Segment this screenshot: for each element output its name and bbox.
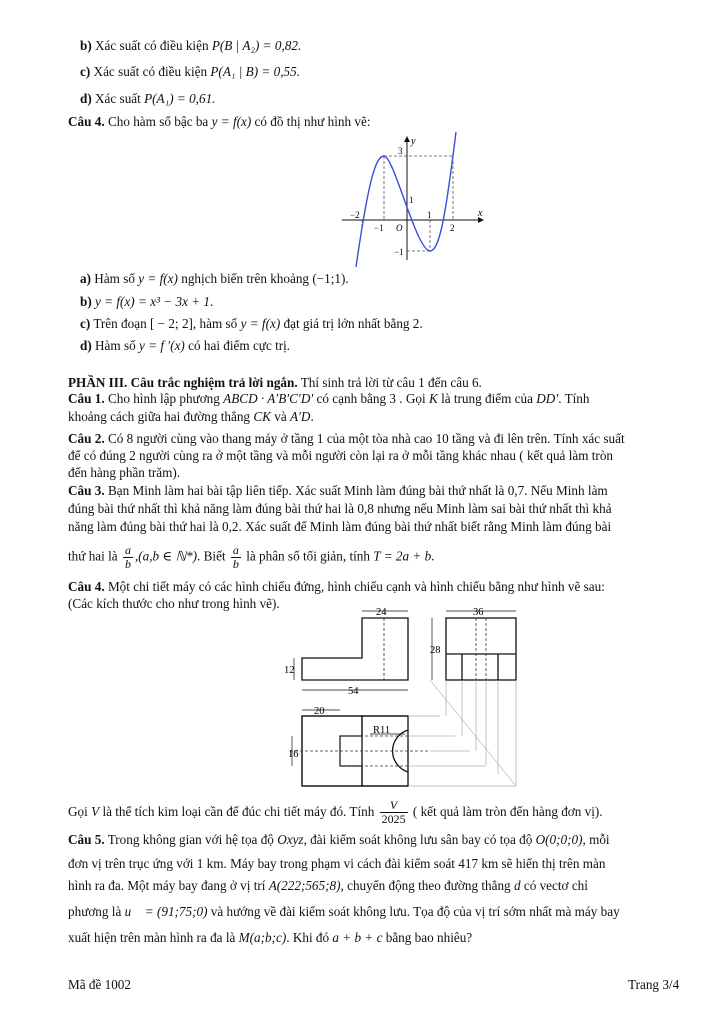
option-text: Hàm số (94, 271, 139, 286)
question-text: Có 8 người cùng vào thang máy ở tầng 1 của một tòa nhà cao 10 tầng và đi lên trên. Tính xác suất (104, 431, 625, 446)
fraction-numerator: a (124, 543, 131, 557)
option-text: Xác suất có điều kiện (93, 64, 211, 79)
dimension-label: 12 (284, 665, 295, 676)
dimension-label: 28 (430, 645, 441, 656)
p3-q5-line1 (68, 831, 610, 848)
fraction-numerator: a (232, 543, 239, 557)
question-text: khoảng cách giữa hai đường thẳng (68, 409, 254, 424)
question-text: km sẽ hiển thị trên màn (478, 856, 606, 871)
section-instruction: Thí sinh trả lời từ câu 1 đến câu 6. (297, 375, 482, 390)
p3-q4-line1 (68, 578, 605, 595)
question-text: Gọi (68, 804, 92, 819)
fraction-denominator: b (232, 557, 239, 571)
origin-label: O (396, 223, 403, 233)
option-b (80, 37, 301, 54)
p3-q5-line2 (68, 855, 606, 872)
question-text: hình ra đa. Một máy bay đang ở vị trí (68, 878, 269, 893)
question-math: K (428, 391, 438, 406)
p3-q3-line1 (68, 482, 608, 499)
option-label: a) (80, 271, 91, 286)
option-d (80, 90, 215, 107)
question-text: . Biết (197, 548, 229, 564)
x-tick-label: −2 (350, 210, 360, 220)
p3-q1-line2 (68, 408, 314, 425)
dimension-label: 24 (376, 607, 387, 618)
question-math: O(0;0;0) (535, 832, 583, 847)
question-math: Oxyz (277, 832, 304, 847)
option-math: P(A₁) = 0,61. (144, 91, 216, 106)
p3-q4-after (68, 799, 603, 826)
dimension-label: R11 (373, 725, 391, 736)
option-label: d) (80, 91, 92, 106)
question-text: , mỗi (582, 832, 610, 847)
option-text: nghịch biến trên khoảng (181, 271, 313, 286)
dimension-label: 36 (473, 607, 484, 618)
p3-q3-line3: năng làm đúng bài thứ hai là 0,2. Xác suất để Minh làm đúng bài thứ nhất biết rằng Minh làm đúng bài (68, 519, 612, 534)
p3-q4-line2: (Các kích thước cho như trong hình vẽ). (68, 596, 280, 611)
question-label: Câu 3. (68, 483, 105, 498)
y-tick-label: 1 (409, 195, 414, 205)
option-math: y = f(x) (138, 271, 178, 286)
question-text: có vectơ chỉ (520, 878, 588, 893)
option-label: b) (80, 294, 92, 309)
option-math: P(B | A₂) = 0,82. (211, 38, 302, 53)
p3-q2-line3: đến hàng phần trăm). (68, 465, 181, 480)
question-text: có đồ thị như hình vẽ: (254, 114, 371, 129)
dimension-label: 20 (314, 706, 325, 717)
part3-heading (68, 374, 482, 391)
question-text: thứ hai là (68, 548, 121, 564)
x-axis-label: x (478, 208, 483, 219)
question-label: Câu 5. (68, 832, 105, 847)
p3-q5-line4 (68, 903, 620, 920)
p3-q2-line1 (68, 430, 625, 447)
option-label: d) (80, 338, 92, 353)
fraction-v-over-2025 (380, 799, 408, 826)
dimension-label: 16 (288, 749, 299, 760)
p3-q1-line1 (68, 390, 589, 407)
y-tick-label: −1 (394, 247, 404, 257)
question-4-stem (68, 113, 370, 130)
question-label: Câu 4. (68, 114, 105, 129)
question-text: . Tính (558, 391, 590, 406)
fraction-a-over-b (231, 544, 241, 571)
fraction-a-over-b (123, 544, 133, 571)
question-math: A(222;565;8) (268, 878, 341, 893)
option-label: b) (80, 38, 92, 53)
question-text: và (270, 409, 290, 424)
option-text: Xác suất có điều kiện (95, 38, 212, 53)
option-text: Xác suất (95, 91, 145, 106)
footer-page-number: Trang 3/4 (628, 977, 680, 992)
question-text: có cạnh bằng 3 . Gọi (313, 391, 429, 406)
question-text: Cho hình lập phương (104, 391, 224, 406)
fraction-numerator: V (380, 799, 408, 813)
y-axis-label: y (411, 136, 416, 147)
question-math: a + b + c (332, 930, 383, 945)
question-math: y = f(x) (211, 114, 252, 129)
question-text: bằng bao nhiêu? (382, 930, 473, 945)
x-tick-label: 1 (427, 210, 432, 220)
question-text: đơn vị trên trục ứng với 1 km. Máy bay trong phạm vi cách đài kiểm soát (68, 856, 459, 871)
question-math: u⃗ = (91;75;0) (124, 904, 208, 919)
question-math: T = 2a + b (373, 548, 432, 564)
option-text: . (345, 271, 349, 286)
option-math: y = f ′(x) (139, 338, 185, 353)
question-text: ( kết quả làm tròn đến hàng đơn vị). (409, 804, 603, 819)
option-c (80, 63, 300, 80)
p3-q5-line5 (68, 929, 472, 946)
cubic-function-graph (336, 132, 486, 267)
question-math: V (91, 804, 100, 819)
option-math: P(A₁ | B) = 0,55. (210, 64, 300, 79)
q4-option-a (80, 270, 349, 287)
question-math: ABCD · A′B′C′D′ (223, 391, 314, 406)
dimension-label: 54 (348, 686, 359, 697)
q4-option-c (80, 315, 423, 332)
question-text: . (310, 409, 314, 424)
p3-q3-line2: đúng bài thứ nhất thì khả năng làm đúng bài thứ hai là 0,8 nhưng nếu Minh làm sai bài thứ nhất thì khả (68, 501, 612, 516)
question-text: Bạn Minh làm hai bài tập liên tiếp. Xác suất Minh làm đúng bài thứ nhất là 0,7. Nếu Minh làm (104, 483, 608, 498)
option-label: c) (80, 64, 91, 79)
question-text: là phân số tối giản, tính (242, 548, 374, 564)
p3-q3-line4 (68, 544, 434, 571)
fraction-denominator: b (124, 557, 131, 571)
question-text: . (431, 548, 435, 564)
q4-option-d (80, 337, 290, 354)
fraction-denominator: 2025 (381, 812, 406, 827)
question-text: và hướng về đài kiểm soát không lưu. Tọa độ của vị trí sớm nhất mà máy bay (207, 904, 620, 919)
question-text: Một chi tiết máy có các hình chiếu đứng, hình chiếu cạnh và hình chiếu bằng như hình vẽ sau: (104, 579, 605, 594)
x-tick-label: 2 (450, 223, 455, 233)
option-text: Hàm số (95, 338, 139, 353)
y-tick-label: 3 (398, 146, 403, 156)
option-text: Trên đoạn [ − 2; 2], hàm số (93, 316, 241, 331)
question-text: phương là (68, 904, 125, 919)
option-math: (−1;1) (312, 271, 346, 286)
question-text: Trong không gian với hệ tọa độ (104, 832, 278, 847)
question-label: Câu 1. (68, 391, 105, 406)
q4-option-b (80, 293, 213, 310)
p3-q5-line3 (68, 877, 588, 894)
footer-exam-code: Mã đề 1002 (68, 977, 131, 992)
option-text: có hai điểm cực trị. (188, 338, 291, 353)
option-text: . (210, 294, 214, 309)
option-label: c) (80, 316, 91, 331)
question-math: 417 (458, 856, 479, 871)
question-math: ,(a,b ∈ ℕ*) (134, 548, 198, 564)
question-text: xuất hiện trên màn hình ra đa là (68, 930, 239, 945)
option-text: đạt giá trị lớn nhất bằng 2. (283, 316, 423, 331)
question-label: Câu 4. (68, 579, 105, 594)
question-text: , đài kiểm soát không lưu sân bay có tọa độ (303, 832, 536, 847)
question-text: Cho hàm số bậc ba (107, 114, 212, 129)
question-label: Câu 2. (68, 431, 105, 446)
x-tick-label: −1 (374, 223, 384, 233)
technical-drawing (280, 606, 540, 792)
question-text: là trung điểm của (437, 391, 537, 406)
section-title: PHẦN III. Câu trắc nghiệm trả lời ngắn. (68, 375, 298, 390)
question-text: . Khi đó (286, 930, 333, 945)
question-math: M(a;b;c) (238, 930, 287, 945)
option-math: y = f(x) (240, 316, 281, 331)
cubic-curve (356, 132, 456, 267)
question-text: là thể tích kim loại cần để đúc chi tiết máy đó. Tính (99, 804, 378, 819)
p3-q2-line2: để có đúng 2 người cùng ra ở một tầng và mỗi người còn lại ra ở mỗi tầng khác nhau ( kết quả làm tròn (68, 448, 614, 463)
question-text: , chuyển động theo đường thẳng (340, 878, 514, 893)
question-math: A′D (289, 409, 311, 424)
question-math: DD′ (536, 391, 559, 406)
question-math: d (513, 878, 521, 893)
question-math: CK (253, 409, 271, 424)
option-math: y = f(x) = x³ − 3x + 1 (95, 294, 211, 309)
